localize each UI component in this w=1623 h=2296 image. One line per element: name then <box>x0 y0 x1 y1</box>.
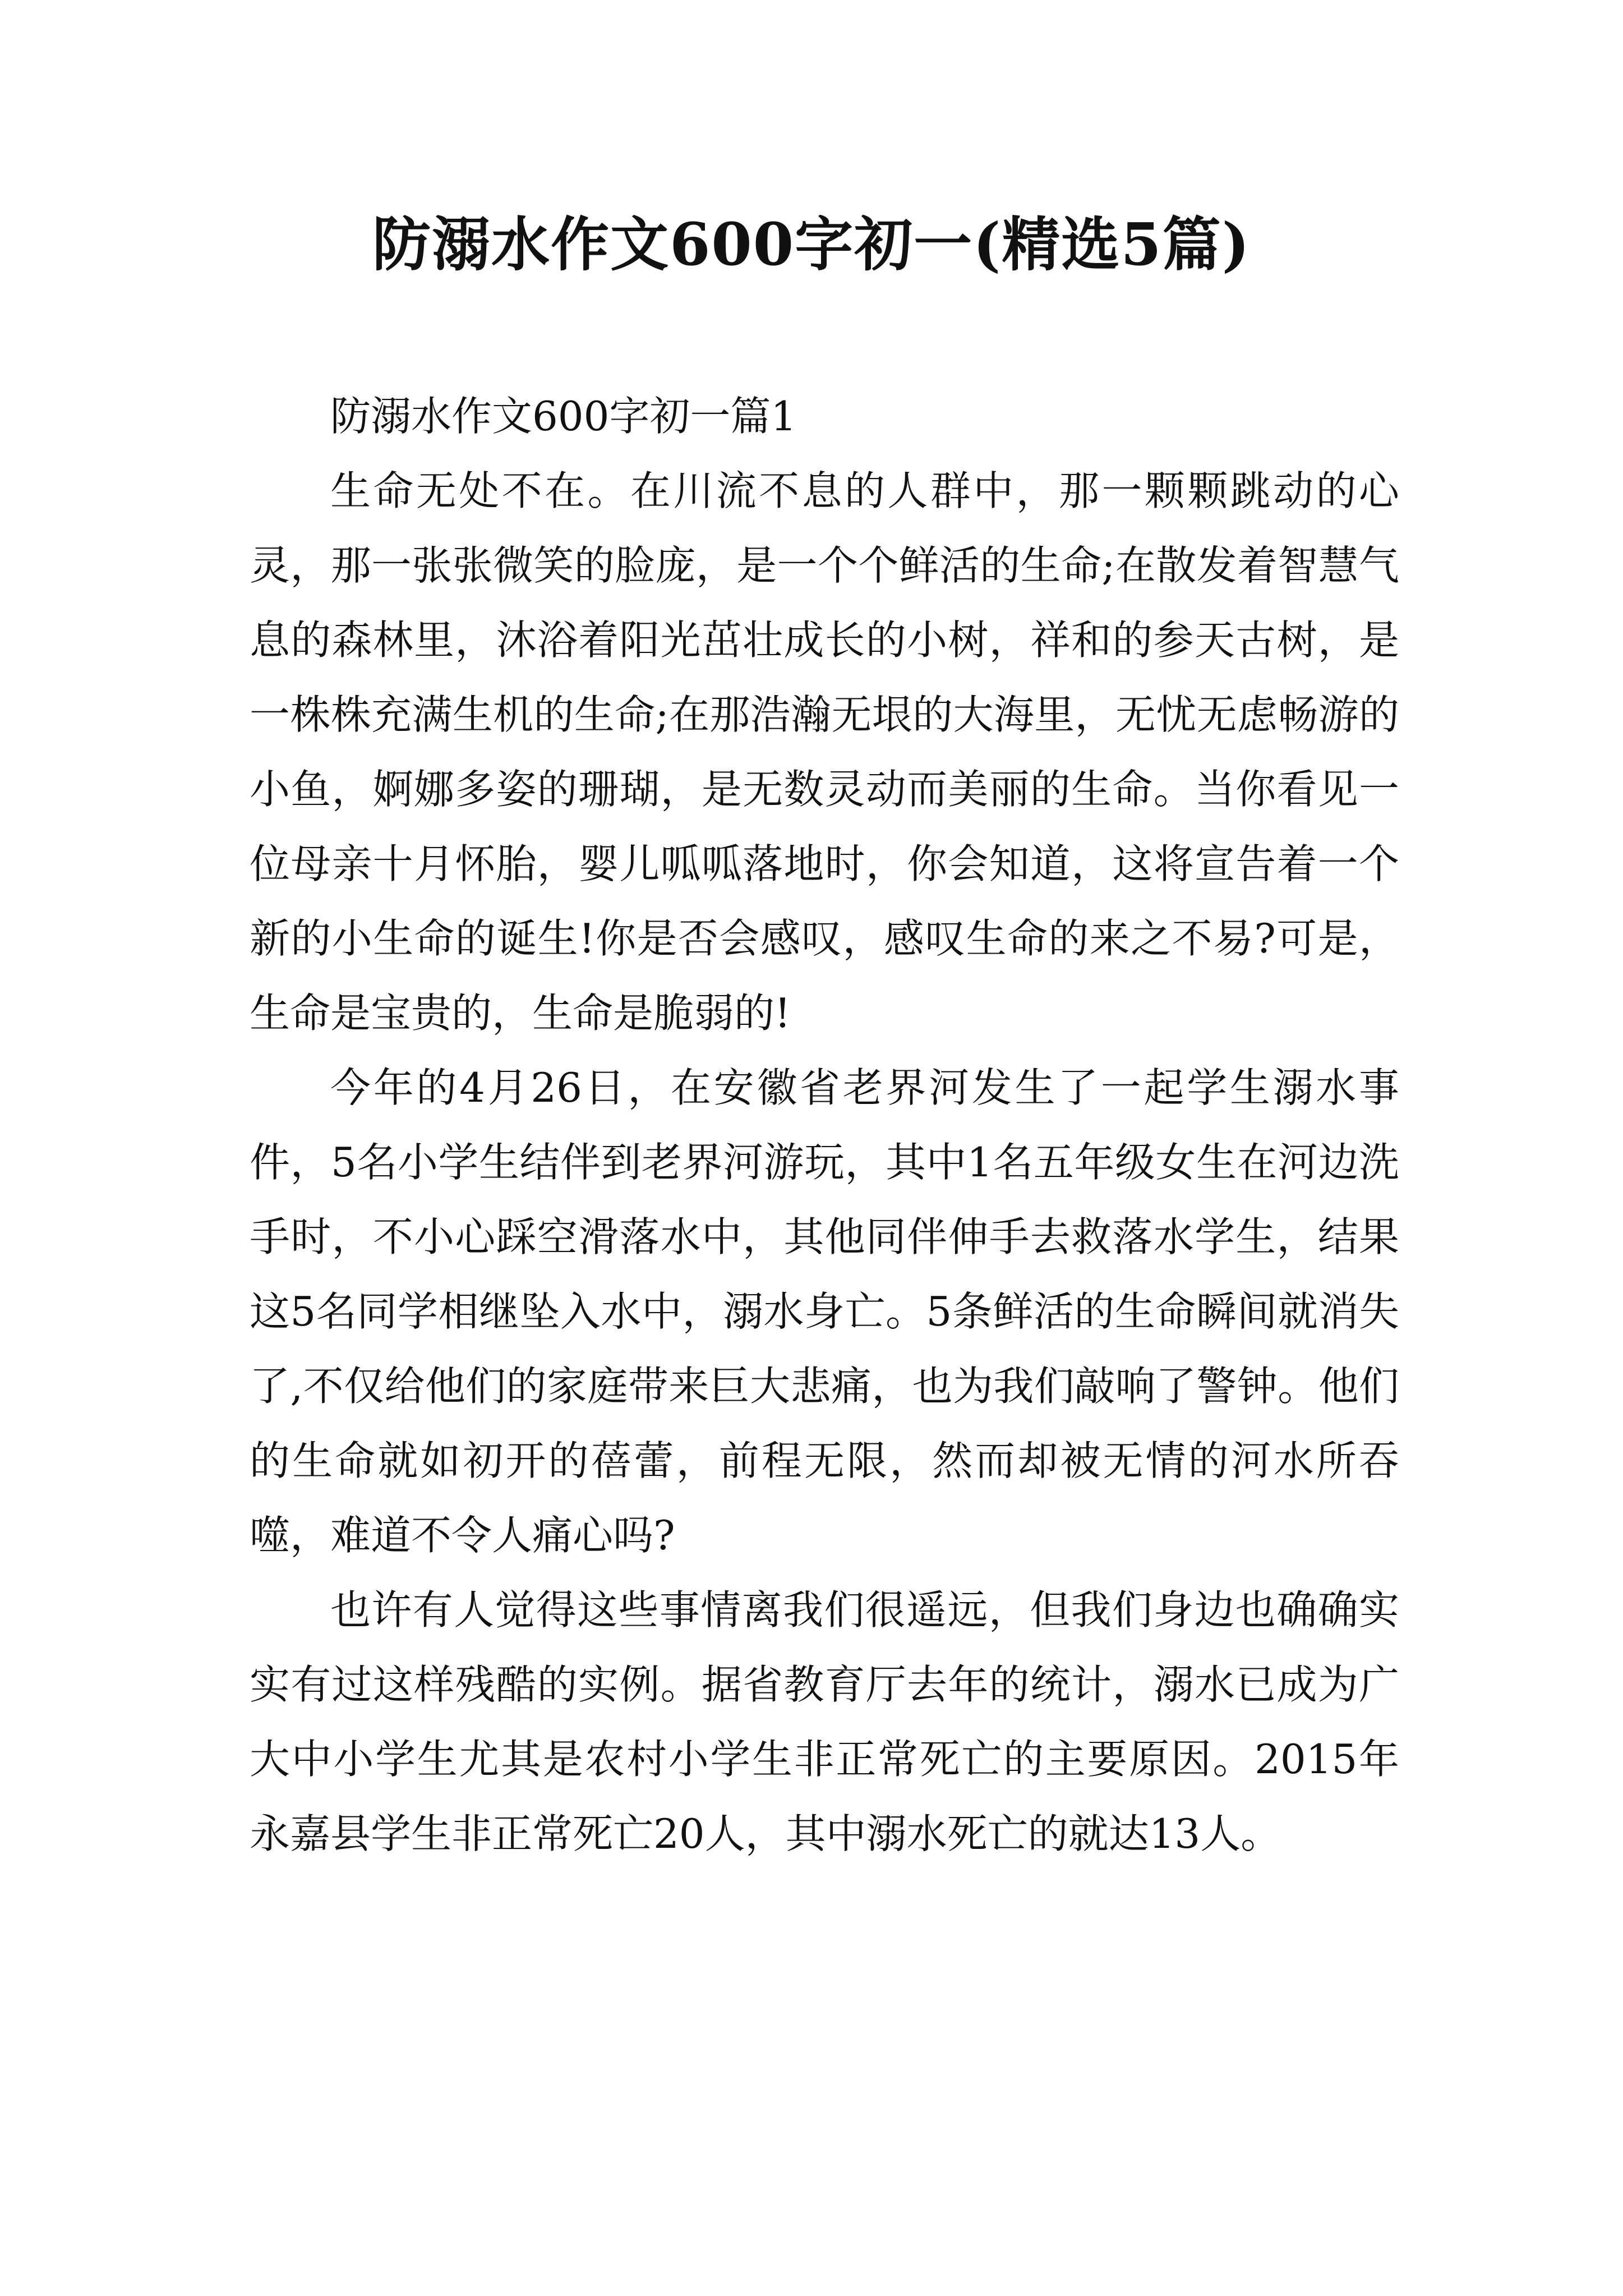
paragraph-1: 生命无处不在。在川流不息的人群中，那一颗颗跳动的心灵，那一张张微笑的脸庞，是一个个鲜活的生命;在散发着智慧气息的森林里，沐浴着阳光茁壮成长的小树，祥和的参天古树，是一株株充满生机的生命;在那浩瀚无垠的大海里，无忧无虑畅游的小鱼，婀娜多姿的珊瑚，是无数灵动而美丽的生命。当你看见一位母亲十月怀胎，婴儿呱呱落地时，你会知道，这将宣告着一个新的小生命的诞生!你是否会感叹，感叹生命的来之不易?可是，生命是宝贵的，生命是脆弱的! <box>250 467 1399 1037</box>
section-heading: 防溺水作文600字初一篇1 <box>330 393 797 440</box>
document-body <box>250 379 1399 1871</box>
paragraph-3: 也许有人觉得这些事情离我们很遥远，但我们身边也确确实实有过这样残酷的实例。据省教育厅去年的统计，溺水已成为广大中小学生尤其是农村小学生非正常死亡的主要原因。2015年永嘉县学生非正常死亡20人，其中溺水死亡的就达13人。 <box>250 1586 1399 1857</box>
document-title: 防溺水作文600字初一(精选5篇) <box>372 210 1251 279</box>
paragraph-2: 今年的4月26日，在安徽省老界河发生了一起学生溺水事件，5名小学生结伴到老界河游玩，其中1名五年级女生在河边洗手时，不小心踩空滑落水中，其他同伴伸手去救落水学生，结果这5名同学相继坠入水中，溺水身亡。5条鲜活的生命瞬间就消失了,不仅给他们的家庭带来巨大悲痛，也为我们敲响了警钟。他们的生命就如初开的蓓蕾，前程无限，然而却被无情的河水所吞噬，难道不令人痛心吗? <box>250 1064 1399 1559</box>
